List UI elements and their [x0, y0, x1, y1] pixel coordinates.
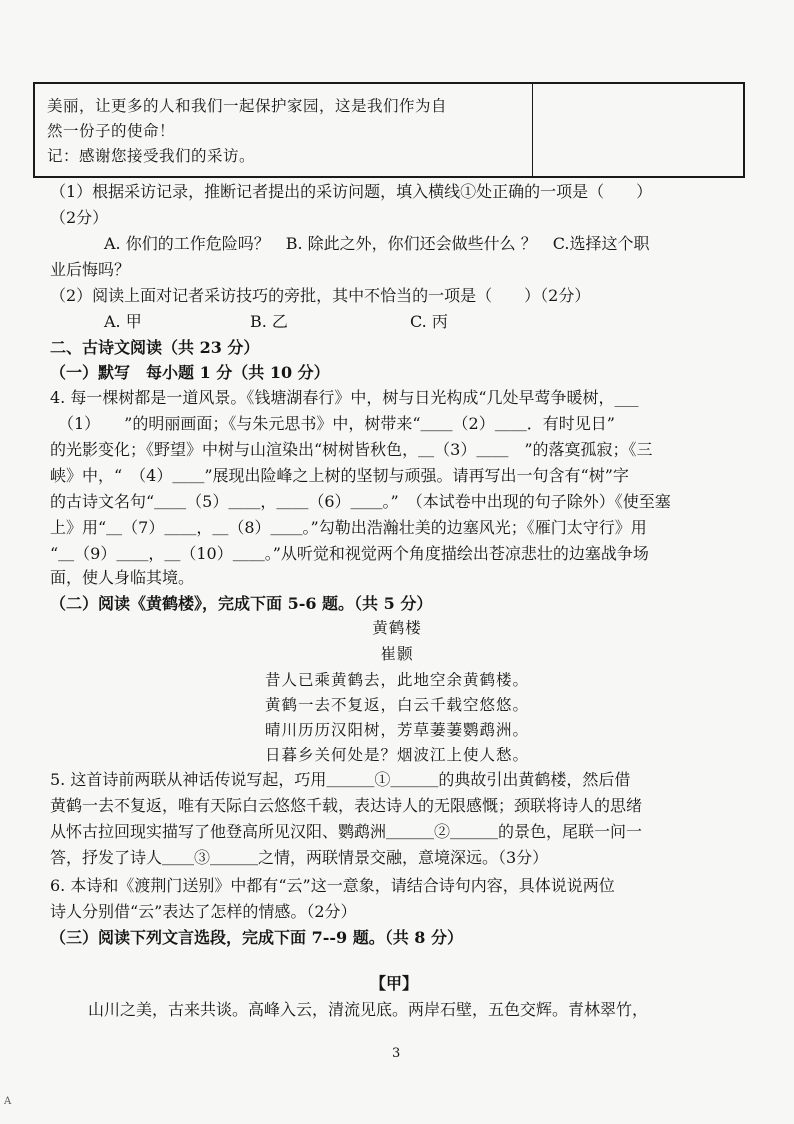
corner-mark: A [4, 1096, 12, 1107]
q1-options: A. 你们的工作危险吗？ B. 除此之外，你们还会做些什么 ？ C.选择这个职 [104, 234, 650, 253]
q4-line: 4. 每一棵树都是一道风景。《钱塘湖春行》中，树与日光构成“几处早莺争暖树，___ [50, 388, 639, 407]
q1-options-cont: 业后悔吗？ [50, 260, 131, 279]
poem-line: 黄鹤一去不复返，白云千载空悠悠。 [264, 696, 529, 714]
passage-text: 山川之美，古来共谈。高峰入云，清流见底。两岸石壁，五色交辉。青林翠竹， [88, 1000, 649, 1019]
poem-title: 黄鹤楼 [372, 619, 422, 637]
table-divider [532, 84, 533, 176]
interview-line: 然一份子的使命！ [47, 122, 176, 140]
poem-line: 昔人已乘黄鹤去，此地空余黄鹤楼。 [264, 671, 529, 689]
poem-author: 崔颢 [380, 645, 414, 663]
q1-score: （2分） [50, 208, 109, 227]
q5-line: 黄鹤一去不复返，唯有天际白云悠悠千载，表达诗人的无限感慨；颈联将诗人的思绪 [50, 796, 643, 815]
q6-line: 诗人分别借“云”表达了怎样的情感。（2分） [50, 902, 357, 921]
interview-line: 美丽，让更多的人和我们一起保护家园，这是我们作为自 [47, 97, 448, 115]
q4-line: （1） ”的明丽画面；《与朱元思书》中，树带来“＿＿（2）＿＿．有时见日” [50, 414, 615, 433]
q5-line: 从怀古拉回现实描写了他登高所见汉阳、鹦鹉洲＿＿＿②＿＿＿的景色，尾联一问一 [50, 822, 643, 841]
q2-option-a: A. 甲 [104, 312, 142, 331]
q2-option-b: B. 乙 [250, 312, 288, 331]
interview-table [33, 82, 745, 178]
page-number: 3 [392, 1046, 401, 1061]
subsection-title: （一）默写 每小题 1 分（共 10 分） [50, 363, 330, 382]
interview-cell [47, 94, 527, 169]
q5-line: 答，抒发了诗人＿＿③＿＿＿之情，两联情景交融，意境深远。（3分） [50, 848, 549, 867]
q4-line: “＿（9）＿＿，＿（10）＿＿。”从听觉和视觉两个角度描绘出苍凉悲壮的边塞战争场 [50, 544, 649, 563]
q1-stem: （1）根据采访记录，推断记者提出的采访问题，填入横线①处正确的一项是（ ） [50, 182, 653, 201]
subsection-title: （三）阅读下列文言选段，完成下面 7--9 题。（共 8 分） [50, 928, 463, 947]
q4-line: 的光影变化；《野望》中树与山渲染出“树树皆秋色，＿（3）＿＿ ”的落寞孤寂；《三 [50, 440, 653, 459]
passage-label: 【甲】 [370, 974, 419, 993]
interview-line: 记：感谢您接受我们的采访。 [47, 147, 256, 165]
q2-stem: （2）阅读上面对记者采访技巧的旁批，其中不恰当的一项是（ ）（2分） [50, 286, 591, 305]
q6-line: 6. 本诗和《渡荆门送别》中都有“云”这一意象，请结合诗句内容，具体说说两位 [50, 876, 615, 895]
q2-option-c: C. 丙 [410, 312, 448, 331]
subsection-title: （二）阅读《黄鹤楼》，完成下面 5-6 题。（共 5 分） [50, 594, 433, 613]
q4-line: 峡》中，“ （4）＿＿”展现出险峰之上树的坚韧与顽强。请再写出一句含有“树”字 [50, 466, 629, 485]
q4-line: 上》用“＿（7）＿＿，＿（8）＿＿。”勾勒出浩瀚壮美的边塞风光；《雁门太守行》用 [50, 518, 647, 537]
poem-line: 晴川历历汉阳树，芳草萋萋鹦鹉洲。 [264, 721, 529, 739]
poem-line: 日暮乡关何处是？烟波江上使人愁。 [264, 746, 529, 764]
q5-line: 5. 这首诗前两联从神话传说写起，巧用＿＿＿①＿＿＿的典故引出黄鹤楼，然后借 [50, 770, 631, 789]
q4-line: 面，使人身临其境。 [50, 568, 195, 587]
section-title: 二、古诗文阅读（共 23 分） [50, 338, 260, 357]
q4-line: 的古诗文名句“＿＿（5）＿＿，＿＿（6）＿＿。” （本试卷中出现的句子除外）《使至塞 [50, 492, 671, 511]
